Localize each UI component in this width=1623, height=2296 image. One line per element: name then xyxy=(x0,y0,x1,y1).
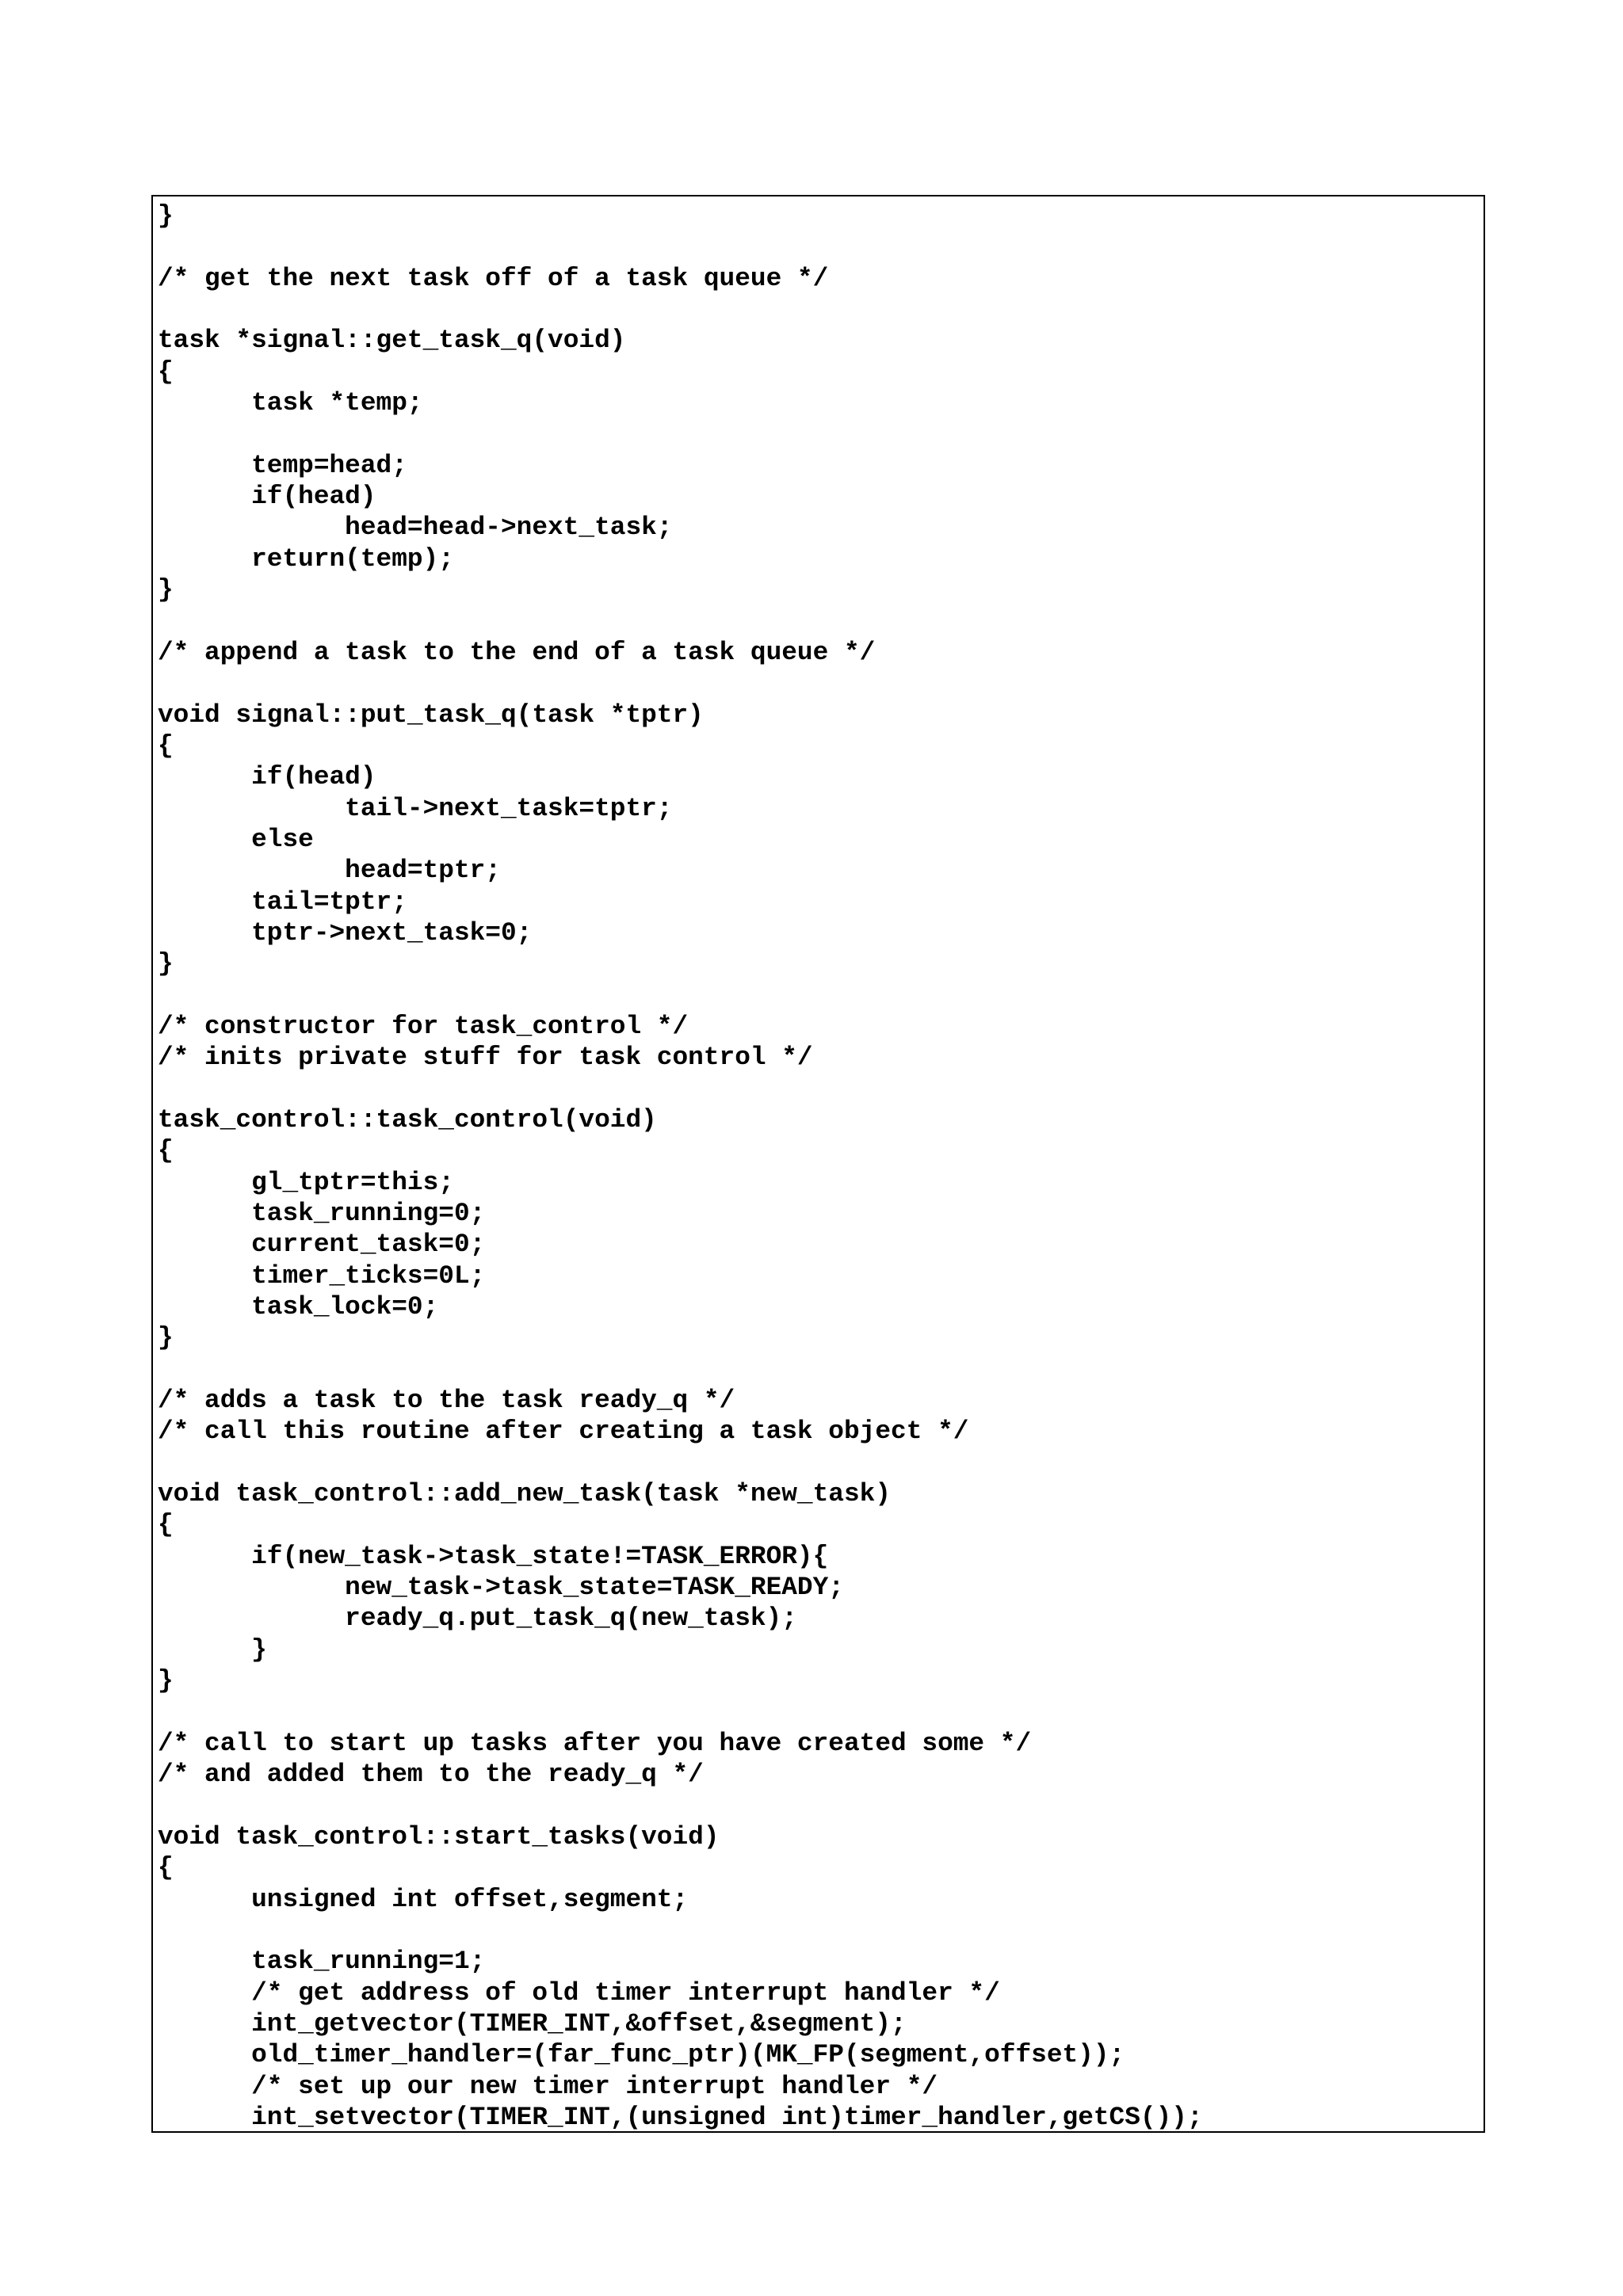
code-listing xyxy=(158,200,1484,2133)
code-line: temp=head; xyxy=(158,450,407,480)
code-line: /* adds a task to the task ready_q */ xyxy=(158,1386,735,1416)
code-line: } xyxy=(158,575,174,605)
code-line xyxy=(158,1354,1484,1385)
code-line: task_running=0; xyxy=(158,1199,486,1228)
code-line xyxy=(158,668,1484,699)
code-line xyxy=(158,1791,1484,1821)
code-line: current_task=0; xyxy=(158,1230,486,1260)
code-line xyxy=(158,231,1484,262)
code-line: /* call to start up tasks after you have created some */ xyxy=(158,1728,1032,1758)
code-line: gl_tptr=this; xyxy=(158,1167,454,1197)
code-line: /* get the next task off of a task queue */ xyxy=(158,263,829,293)
code-line: } xyxy=(158,949,174,979)
code-line: timer_ticks=0L; xyxy=(158,1261,486,1291)
code-line: if(head) xyxy=(158,762,376,792)
code-line: else xyxy=(158,824,314,854)
code-line: task *signal::get_task_q(void) xyxy=(158,326,626,356)
code-line: tail=tptr; xyxy=(158,887,407,917)
code-line: int_getvector(TIMER_INT,&offset,&segment); xyxy=(158,2008,907,2039)
code-line: void task_control::start_tasks(void) xyxy=(158,1821,720,1852)
code-line xyxy=(158,1074,1484,1104)
code-line: { xyxy=(158,1853,174,1883)
code-line: /* get address of old timer interrupt handler */ xyxy=(158,1978,1000,2008)
code-line: task_running=1; xyxy=(158,1947,486,1977)
code-line: /* set up our new timer interrupt handler */ xyxy=(158,2071,938,2101)
code-line: if(new_task->task_state!=TASK_ERROR){ xyxy=(158,1541,829,1571)
code-line: /* constructor for task_control */ xyxy=(158,1011,689,1041)
code-line xyxy=(158,294,1484,325)
code-line xyxy=(158,418,1484,449)
code-line: task_lock=0; xyxy=(158,1292,439,1322)
code-line: } xyxy=(158,201,174,231)
code-line: void signal::put_task_q(task *tptr) xyxy=(158,700,704,730)
code-line: task *temp; xyxy=(158,388,423,418)
code-line: /* append a task to the end of a task queue */ xyxy=(158,637,876,667)
code-line: int_setvector(TIMER_INT,(unsigned int)timer_handler,getCS()); xyxy=(158,2102,1203,2132)
code-line: /* call this routine after creating a task object */ xyxy=(158,1417,969,1447)
code-line: return(temp); xyxy=(158,543,454,574)
code-line: if(head) xyxy=(158,482,376,512)
code-line: new_task->task_state=TASK_READY; xyxy=(158,1573,844,1603)
code-line: /* inits private stuff for task control */ xyxy=(158,1043,813,1073)
code-line: ready_q.put_task_q(new_task); xyxy=(158,1604,797,1634)
code-line: tptr->next_task=0; xyxy=(158,917,533,948)
code-line xyxy=(158,605,1484,636)
code-line xyxy=(158,1915,1484,1946)
code-line: void task_control::add_new_task(task *new_task) xyxy=(158,1479,892,1509)
code-line: } xyxy=(158,1634,267,1665)
code-line xyxy=(158,980,1484,1011)
code-line: { xyxy=(158,357,174,387)
code-line: /* and added them to the ready_q */ xyxy=(158,1760,704,1790)
code-line: task_control::task_control(void) xyxy=(158,1104,657,1135)
code-line: old_timer_handler=(far_func_ptr)(MK_FP(segment,offset)); xyxy=(158,2040,1125,2070)
code-line xyxy=(158,1697,1484,1728)
code-line: } xyxy=(158,1666,174,1696)
code-line: { xyxy=(158,1510,174,1540)
code-line: { xyxy=(158,1136,174,1166)
code-line: } xyxy=(158,1323,174,1353)
code-line xyxy=(158,1447,1484,1478)
code-line: unsigned int offset,segment; xyxy=(158,1884,689,1914)
code-line: head=tptr; xyxy=(158,856,501,886)
code-line: head=head->next_task; xyxy=(158,513,673,543)
code-listing-box xyxy=(151,195,1485,2133)
code-line: { xyxy=(158,730,174,761)
code-line: tail->next_task=tptr; xyxy=(158,793,673,823)
